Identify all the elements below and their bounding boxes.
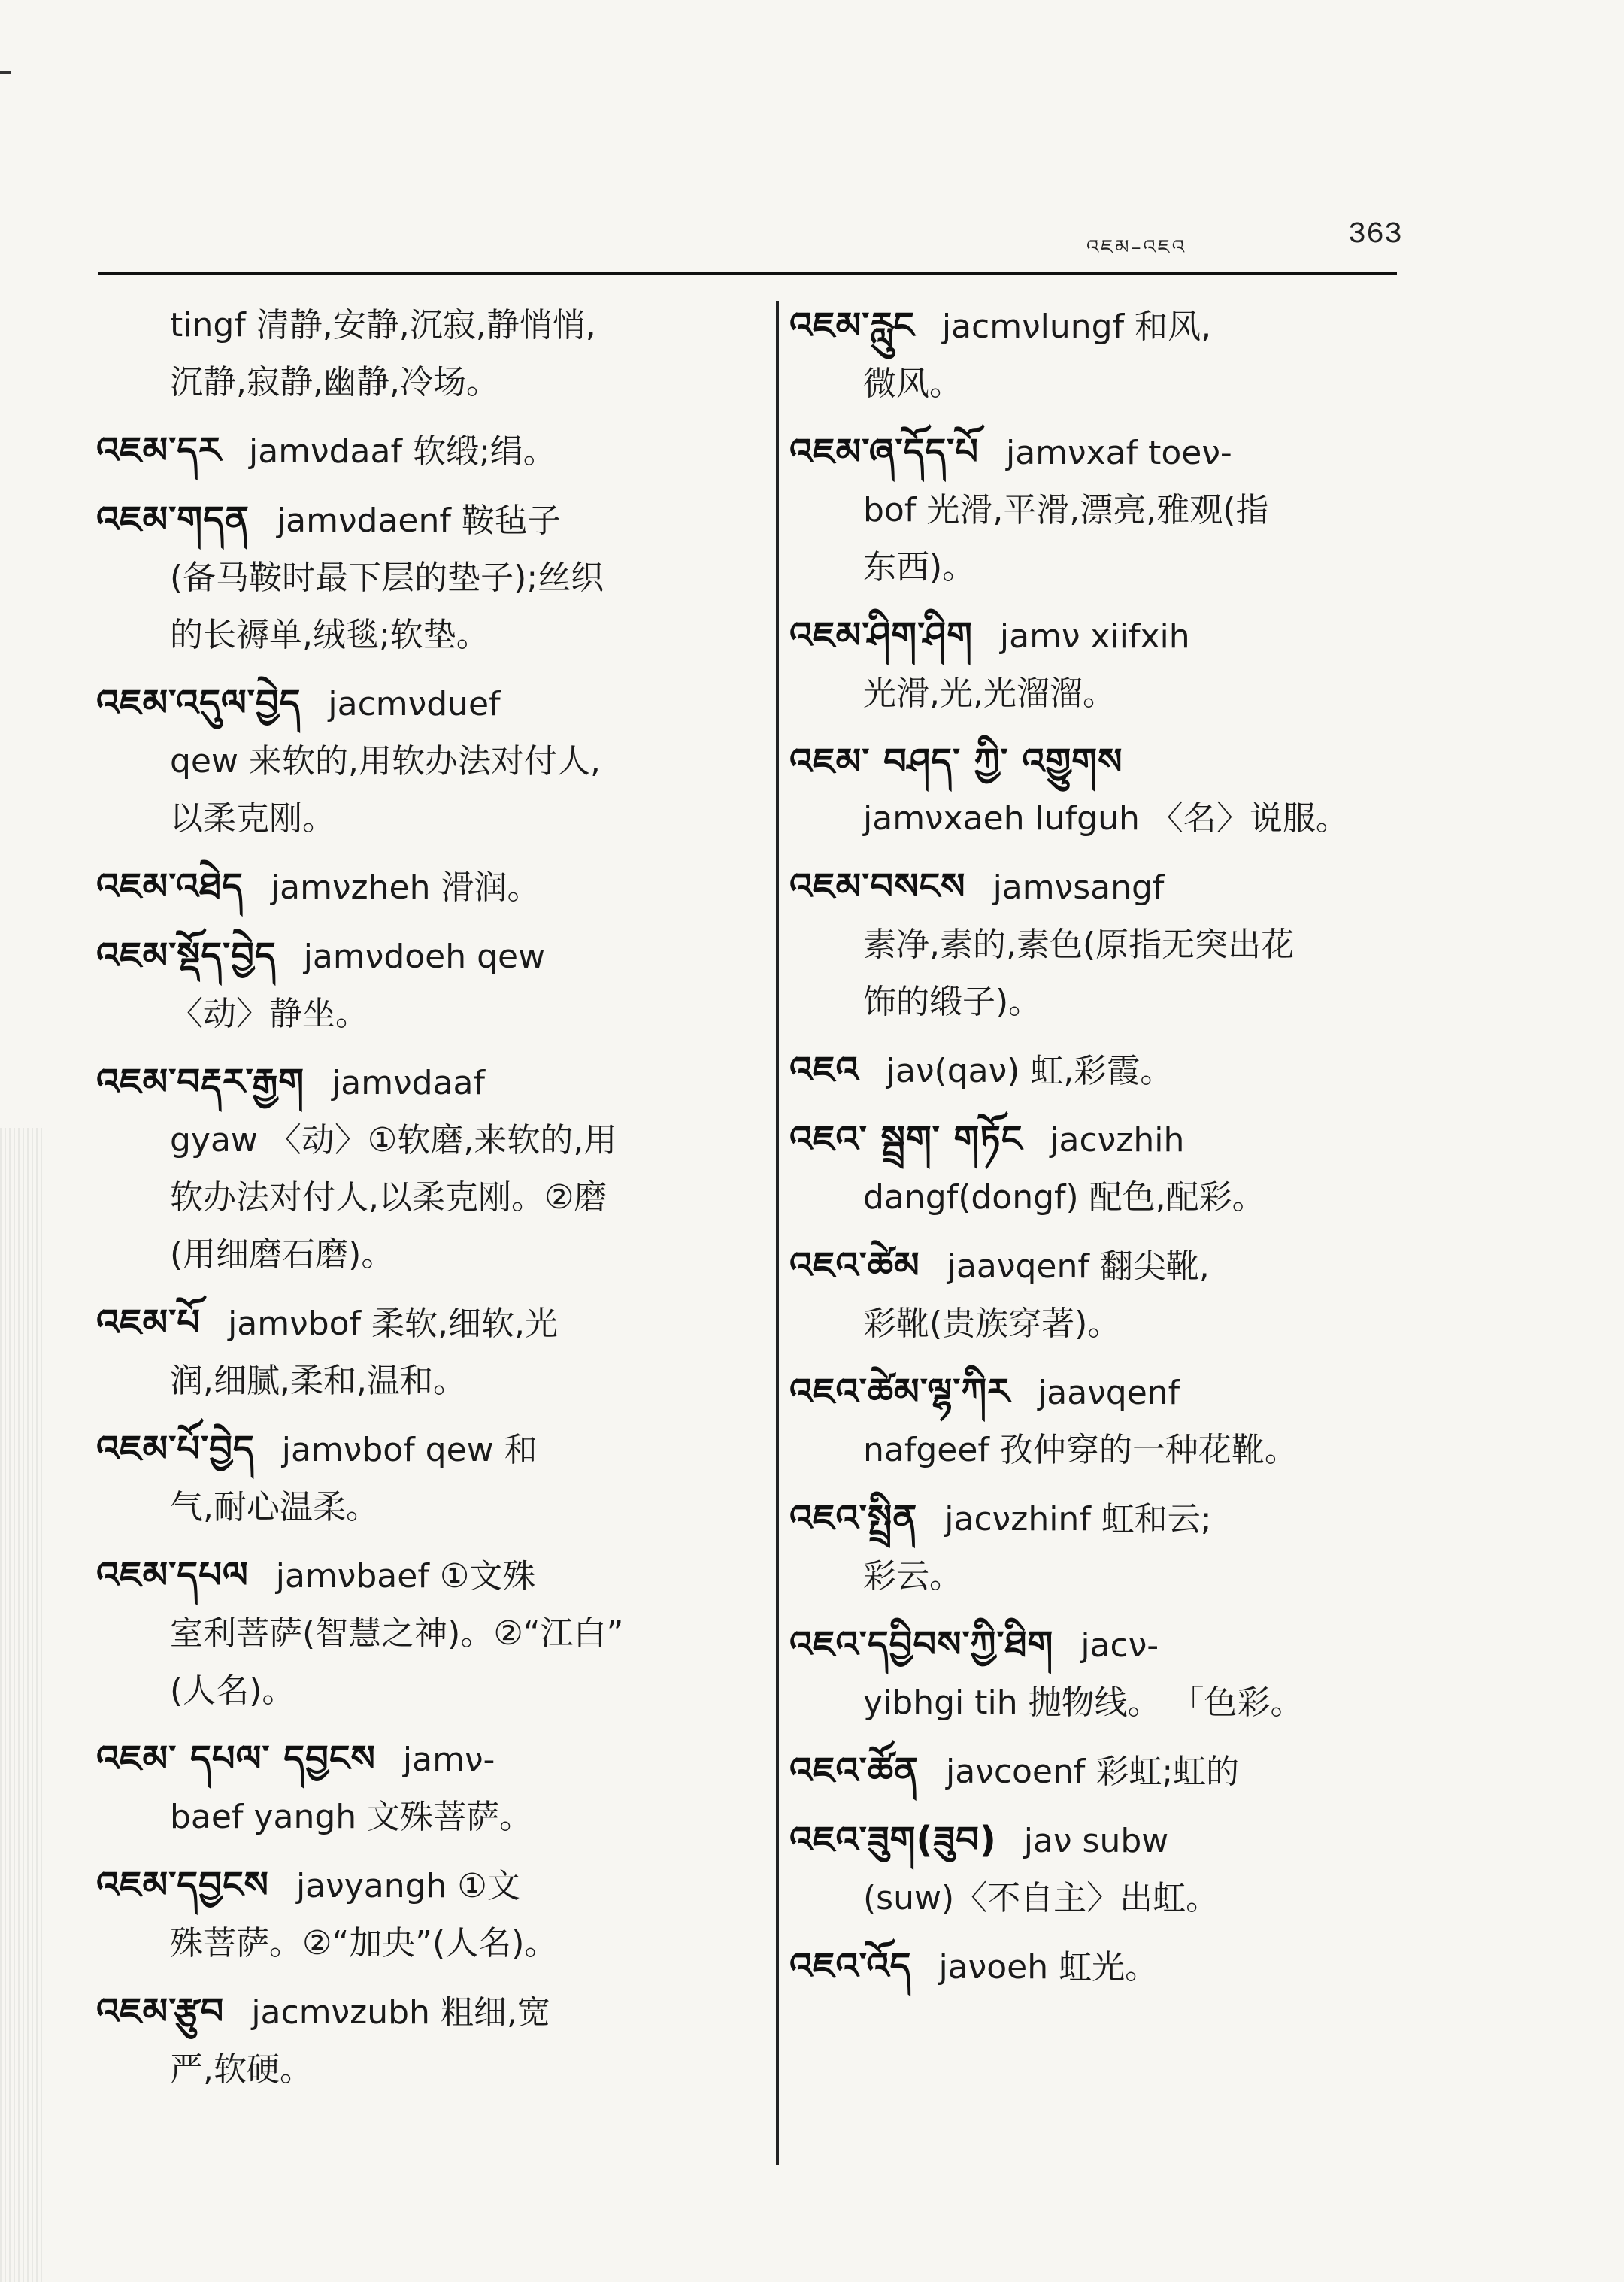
entry-headline	[96, 1547, 758, 1605]
dictionary-entry	[789, 1742, 1451, 1801]
header-rule	[98, 272, 1397, 275]
dictionary-entry	[96, 422, 758, 480]
entry-first-line: jacmνduef	[328, 685, 501, 723]
tibetan-headword: འཇམ་སྡོད་བྱེད	[96, 935, 277, 977]
entry-first-line: jaν(qaν) 虹,彩霞。	[886, 1052, 1174, 1090]
page-edge-mark	[0, 71, 11, 74]
entry-first-line: jamνxaf toeν-	[1005, 434, 1232, 472]
entry-continuation-line: qew 来软的,用软办法对付人,	[170, 742, 601, 780]
entry-continuation-line: gyaw 〈动〉①软磨,来软的,用	[170, 1121, 617, 1159]
dictionary-entry	[789, 607, 1451, 723]
entry-continuation-line: 严,软硬。	[170, 2050, 313, 2089]
tibetan-headword: འཇམ་ དཔལ་ དབྱངས	[96, 1738, 376, 1780]
right-column	[789, 297, 1451, 2007]
tibetan-headword: འཇའ་ཚེམ	[789, 1244, 920, 1286]
entry-first-line: jamν-	[402, 1741, 495, 1779]
entry-headline	[789, 1616, 1451, 1674]
dictionary-entry	[96, 927, 758, 1043]
entry-headline	[789, 1041, 1451, 1100]
tibetan-headword: འཇམ་པོ་བྱེད	[96, 1428, 255, 1470]
entry-headline	[789, 1811, 1451, 1870]
entry-continuation-line: yibhgi tih 抛物线。 「色彩。	[863, 1683, 1304, 1722]
tibetan-headword: འཇའ་ སྦྲག་ གཏོང	[789, 1118, 1023, 1160]
entry-headline	[96, 1053, 758, 1112]
page-number: 363	[1347, 218, 1402, 252]
entry-continuation-line: 软办法对付人,以柔克刚。②磨	[170, 1178, 607, 1217]
entry-continuation-line: dangf(dongf) 配色,配彩。	[863, 1178, 1265, 1217]
entry-continuation-line: 素净,素的,素色(原指无突出花	[863, 926, 1295, 964]
tibetan-headword: འཇམ་འཐེད	[96, 865, 244, 908]
entry-first-line: jamνdaaf 软缎;绢。	[249, 432, 556, 471]
entry-first-line: jamνbof 柔软,细软,光	[228, 1305, 559, 1343]
entry-first-line: jamνzheh 滑润。	[270, 868, 541, 907]
entry-headline	[789, 1490, 1451, 1548]
entry-first-line: jaaνqenf 翻尖靴,	[947, 1247, 1210, 1286]
entry-headline	[96, 1420, 758, 1479]
scan-edge-shadow	[0, 1128, 45, 2282]
dictionary-entry	[96, 858, 758, 917]
dictionary-entry	[789, 1237, 1451, 1353]
entry-continuation-line: 气,耐心温柔。	[170, 1488, 379, 1526]
tibetan-headword: འཇའ་ཚེམ་ལྷ་ཀིར	[789, 1371, 1011, 1413]
dictionary-entry	[789, 423, 1451, 596]
dictionary-entry	[789, 1616, 1451, 1732]
dictionary-entry	[96, 674, 758, 847]
entry-continuation-line: 以柔克刚。	[170, 799, 335, 838]
entry-first-line: jamνdaaf	[332, 1064, 486, 1102]
entry-headline	[96, 1856, 758, 1915]
entry-first-line: jacνzhih	[1050, 1121, 1185, 1159]
tibetan-headword: འཇའ་དབྱིབས་ཀྱི་ཐིག	[789, 1623, 1054, 1665]
entry-headline	[96, 1294, 758, 1353]
entry-continuation-line: tingf 清静,安静,沉寂,静悄悄,	[170, 306, 596, 344]
entry-first-line: jaaνqenf	[1038, 1374, 1180, 1412]
entry-headline	[96, 858, 758, 917]
dictionary-entry	[789, 1811, 1451, 1927]
entry-continuation-line: 沉静,寂静,幽静,冷场。	[170, 363, 499, 402]
entry-headline	[789, 1742, 1451, 1801]
dictionary-entry	[789, 1363, 1451, 1479]
entry-headline	[789, 607, 1451, 665]
dictionary-entry	[96, 297, 758, 411]
dictionary-entry	[96, 1420, 758, 1536]
entry-continuation-line: 微风。	[863, 365, 962, 403]
entry-headline	[96, 1730, 758, 1789]
dictionary-entry	[96, 1730, 758, 1846]
tibetan-headword: འཇའ་ཚོན	[789, 1750, 920, 1792]
entry-continuation-line: 东西)。	[863, 548, 976, 586]
dictionary-entry	[96, 1983, 758, 2099]
entry-first-line: jamν xiifxih	[999, 617, 1190, 656]
entry-continuation-line: (用细磨石磨)。	[170, 1235, 395, 1274]
entry-first-line: jamνdoeh qew	[303, 938, 546, 976]
dictionary-entry	[96, 1856, 758, 1972]
dictionary-entry	[789, 1490, 1451, 1605]
entry-headline	[789, 297, 1451, 356]
dictionary-entry	[789, 1938, 1451, 1996]
entry-continuation-line: jamνxaeh lufguh 〈名〉说服。	[863, 799, 1349, 838]
left-column	[96, 297, 758, 2109]
entry-continuation-line: 饰的缎子)。	[863, 983, 1042, 1021]
entry-continuation-line: 的长褥单,绒毯;软垫。	[170, 616, 489, 654]
tibetan-headword: འཇམ་འདུལ་བྱེད	[96, 682, 301, 724]
entry-headline	[96, 1983, 758, 2041]
dictionary-entry	[96, 1294, 758, 1410]
entry-first-line: jaνcoenf 彩虹;虹的	[946, 1753, 1240, 1791]
entry-continuation-line: 彩云。	[863, 1557, 962, 1596]
tibetan-headword: འཇའ་སྤྲིན	[789, 1497, 918, 1539]
entry-headline	[789, 1938, 1451, 1996]
tibetan-headword: འཇའ	[789, 1049, 859, 1091]
dictionary-entry	[789, 1111, 1451, 1226]
tibetan-headword: འཇམ་ བཤད་ ཀྱི་ འགྱུགས	[789, 741, 1123, 783]
tibetan-headword: འཇམ་གདན	[96, 499, 250, 541]
entry-headline	[789, 733, 1451, 790]
entry-headline	[96, 422, 758, 480]
entry-continuation-line: nafgeef 孜仲穿的一种花靴。	[863, 1431, 1298, 1469]
entry-headline	[789, 1237, 1451, 1296]
dictionary-entry	[789, 1041, 1451, 1100]
entry-continuation-line: 殊菩萨。②“加央”(人名)。	[170, 1924, 558, 1962]
entry-headline	[96, 491, 758, 550]
entry-first-line: jamνsangf	[992, 868, 1165, 907]
tibetan-headword: འཇམ་རྩུབ	[96, 1990, 225, 2032]
entry-continuation-line: 光滑,光,光溜溜。	[863, 674, 1116, 713]
page-header	[1086, 218, 1402, 263]
entry-headline	[96, 674, 758, 733]
entry-continuation-line: 室利菩萨(智慧之神)。②“江白”	[170, 1614, 624, 1653]
entry-continuation-line: (备马鞍时最下层的垫子);丝织	[170, 559, 604, 597]
tibetan-headword: འཇམ་ཤིག་ཤིག	[789, 614, 973, 656]
column-divider	[776, 301, 779, 2165]
tibetan-headword: འཇམ་བརྡར་རྒྱག	[96, 1061, 305, 1103]
entry-continuation-line: (suw)〈不自主〉出虹。	[863, 1879, 1220, 1917]
entry-first-line: jamνbof qew 和	[281, 1431, 538, 1469]
entry-first-line: jacν-	[1080, 1626, 1159, 1665]
tibetan-headword: འཇམ་ཞ་དོད་པོ	[789, 431, 979, 473]
entry-headline	[96, 927, 758, 986]
running-head: འཇམ–འཇའ	[1086, 236, 1187, 259]
tibetan-headword: འཇམ་པོ	[96, 1302, 201, 1344]
tibetan-headword: འཇམ་དཔལ	[96, 1554, 249, 1596]
tibetan-headword: འཇམ་རླུང	[789, 305, 915, 347]
dictionary-entry	[789, 858, 1451, 1031]
entry-continuation-line: 彩靴(贵族穿著)。	[863, 1305, 1121, 1343]
dictionary-entry	[789, 297, 1451, 413]
entry-first-line: jacmνlungf 和风,	[941, 308, 1212, 346]
entry-headline	[789, 423, 1451, 482]
entry-first-line: jacνzhinf 虹和云;	[944, 1500, 1212, 1538]
tibetan-headword: འཇམ་བསངས	[789, 865, 966, 908]
tibetan-headword: འཇམ་དབྱངས	[96, 1864, 269, 1906]
entry-headline	[789, 858, 1451, 917]
entry-continuation-line: (人名)。	[170, 1671, 295, 1710]
entry-continuation-line: baef yangh 文殊菩萨。	[170, 1798, 533, 1836]
entry-first-line: jamνbaef ①文殊	[275, 1557, 536, 1596]
entry-headline	[789, 1111, 1451, 1169]
entry-first-line: jacmνzubh 粗细,宽	[251, 1993, 550, 2032]
entry-first-line: jaνoeh 虹光。	[938, 1948, 1159, 1987]
entry-first-line: jaνyangh ①文	[295, 1867, 520, 1905]
entry-first-line: jamνdaenf 鞍毡子	[276, 502, 561, 540]
dictionary-entry	[96, 491, 758, 664]
entry-continuation-line: 润,细腻,柔和,温和。	[170, 1362, 466, 1400]
tibetan-headword: འཇའ་ཟུག(ཟུབ)	[789, 1819, 997, 1861]
tibetan-headword: འཇའ་འོད	[789, 1945, 912, 1987]
dictionary-entry	[789, 733, 1451, 847]
entry-continuation-line: 〈动〉静坐。	[170, 995, 368, 1033]
entry-first-line: jaν subw	[1023, 1822, 1169, 1860]
tibetan-headword: འཇམ་དར	[96, 429, 222, 471]
dictionary-entry	[96, 1547, 758, 1720]
dictionary-entry	[96, 1053, 758, 1283]
entry-headline	[789, 1363, 1451, 1422]
entry-continuation-line: bof 光滑,平滑,漂亮,雅观(指	[863, 491, 1269, 529]
